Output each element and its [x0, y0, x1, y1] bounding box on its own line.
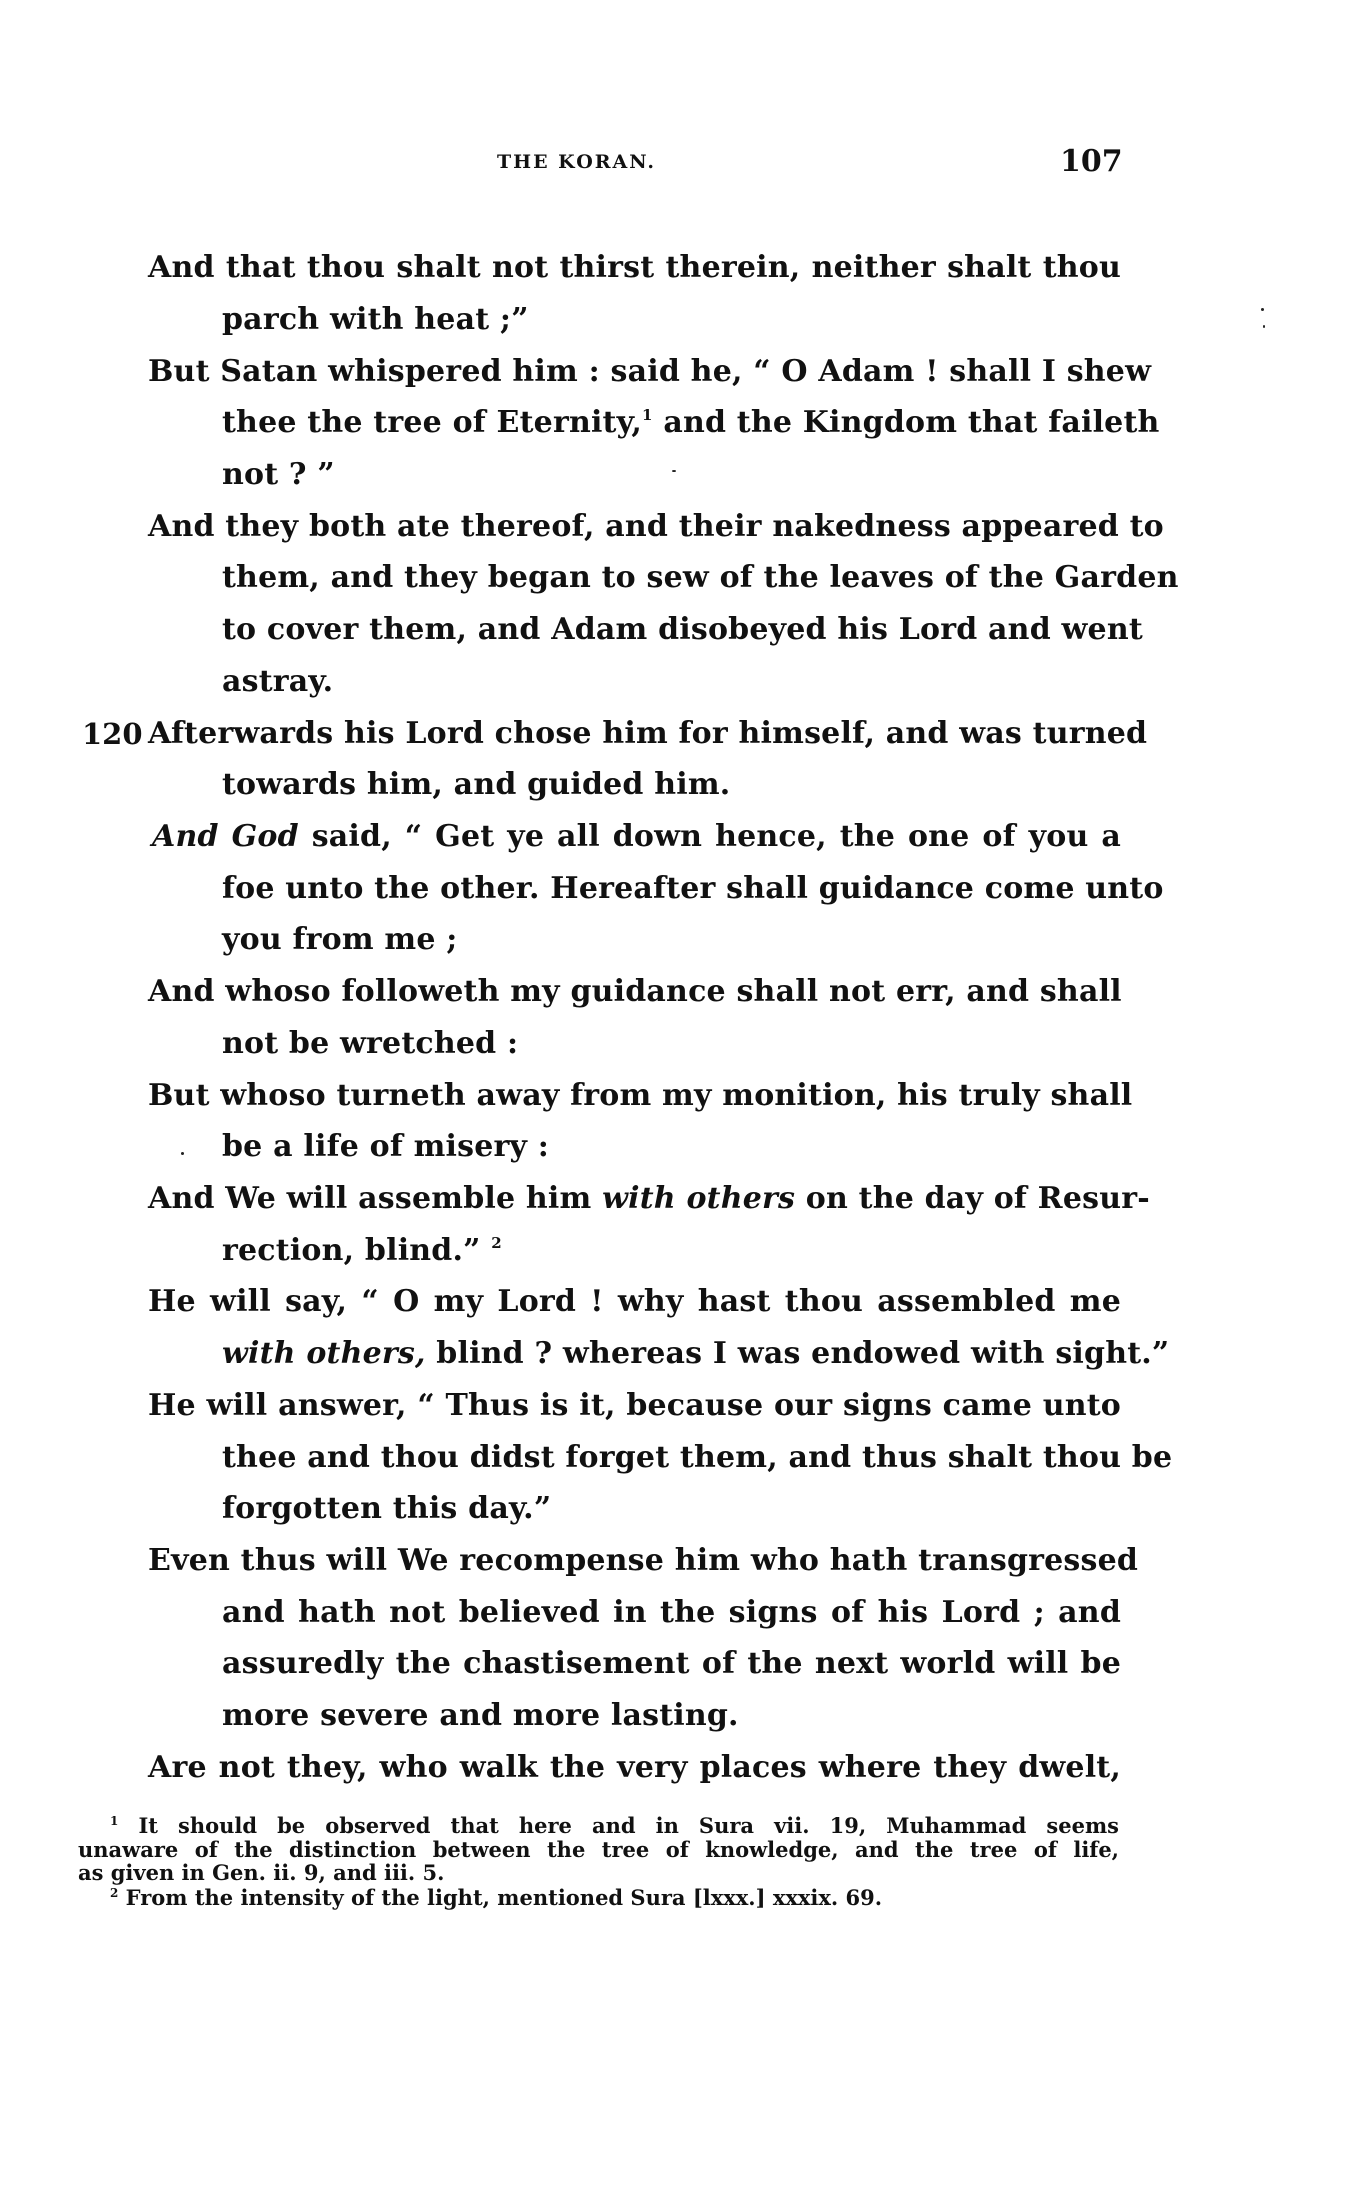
text-line: And that thou shalt not thirst therein, neither shalt thou	[148, 250, 1121, 285]
text-line: He will answer, “ Thus is it, because our signs came unto	[148, 1388, 1121, 1423]
text-fragment: and the Kingdom that faileth	[663, 405, 1160, 440]
italic-text: with others,	[222, 1336, 426, 1371]
text-line: forgotten this day.”	[222, 1491, 552, 1526]
footnote-ref[interactable]: 2	[491, 1234, 502, 1252]
verse-number: 120	[82, 717, 143, 751]
text-line: Are not they, who walk the very places where they dwelt,	[148, 1750, 1121, 1785]
text-line: thee and thou didst forget them, and thus shalt thou be	[222, 1440, 1173, 1475]
text-line: them, and they began to sew of the leaves of the Garden	[222, 560, 1179, 595]
text-line: assuredly the chastisement of the next world will be	[222, 1646, 1121, 1681]
footnote-line: unaware of the distinction between the tree of knowledge, and the tree of life,	[78, 1837, 1119, 1862]
page-number: 107	[1060, 144, 1123, 179]
text-line: be a life of misery :	[222, 1129, 550, 1164]
text-fragment: on the day of Resur-	[805, 1181, 1150, 1216]
footnote-text: It should be observed that here and in Sura vii. 19, Muhammad seems	[138, 1813, 1119, 1838]
text-line: more severe and more lasting.	[222, 1698, 739, 1733]
text-line: not ? ”	[222, 457, 335, 492]
text-line: Even thus will We recompense him who hath transgressed	[148, 1543, 1139, 1578]
text-fragment: rection, blind.”	[222, 1233, 481, 1268]
text-fragment: blind ? whereas I was endowed with sight.”	[436, 1336, 1170, 1371]
text-line: But Satan whispered him : said he, “ O Adam ! shall I shew	[148, 354, 1152, 389]
text-line: And whoso followeth my guidance shall not err, and shall	[148, 974, 1122, 1009]
text-fragment: thee the tree of Eternity,	[222, 405, 643, 440]
footnote-line	[110, 1814, 1119, 1838]
footnote-line: as given in Gen. ii. 9, and iii. 5.	[78, 1860, 445, 1885]
text-line: not be wretched :	[222, 1026, 519, 1061]
text-line: foe unto the other. Hereafter shall guidance come unto	[222, 871, 1164, 906]
text-line	[222, 397, 1160, 449]
footnote-marker: 2	[110, 1886, 119, 1900]
text-line: to cover them, and Adam disobeyed his Lord and went	[222, 612, 1143, 647]
text-line	[222, 1225, 1121, 1277]
scan-speck	[672, 470, 676, 472]
text-fragment: said, “ Get ye all down hence, the one of you a	[311, 819, 1122, 854]
scan-speck	[1263, 325, 1265, 328]
text-line	[222, 1328, 1170, 1380]
footnote-line	[110, 1886, 1119, 1910]
text-line: parch with heat ;”	[222, 302, 529, 337]
footnote-marker: 1	[110, 1814, 119, 1828]
text-line: And they both ate thereof, and their nakedness appeared to	[148, 509, 1164, 544]
text-line: But whoso turneth away from my monition, his truly shall	[148, 1078, 1133, 1113]
text-line	[148, 1173, 1150, 1225]
scan-speck	[181, 1152, 184, 1155]
text-line: He will say, “ O my Lord ! why hast thou assembled me	[148, 1284, 1121, 1319]
text-line	[152, 811, 1121, 863]
text-line: astray.	[222, 664, 334, 699]
text-line: you from me ;	[222, 922, 458, 957]
text-line: and hath not believed in the signs of his Lord ; and	[222, 1595, 1121, 1630]
footnote-ref[interactable]: 1	[642, 406, 653, 424]
text-line: Afterwards his Lord chose him for himself, and was turned	[148, 716, 1148, 751]
running-head: THE KORAN.	[497, 151, 657, 173]
italic-text: with others	[602, 1181, 796, 1216]
footnote-text: From the intensity of the light, mentioned Sura [lxxx.] xxxix. 69.	[125, 1885, 883, 1910]
text-fragment: And We will assemble him	[148, 1181, 592, 1216]
italic-text: And God	[152, 819, 299, 854]
text-line: towards him, and guided him.	[222, 767, 731, 802]
scan-speck	[1261, 308, 1264, 311]
